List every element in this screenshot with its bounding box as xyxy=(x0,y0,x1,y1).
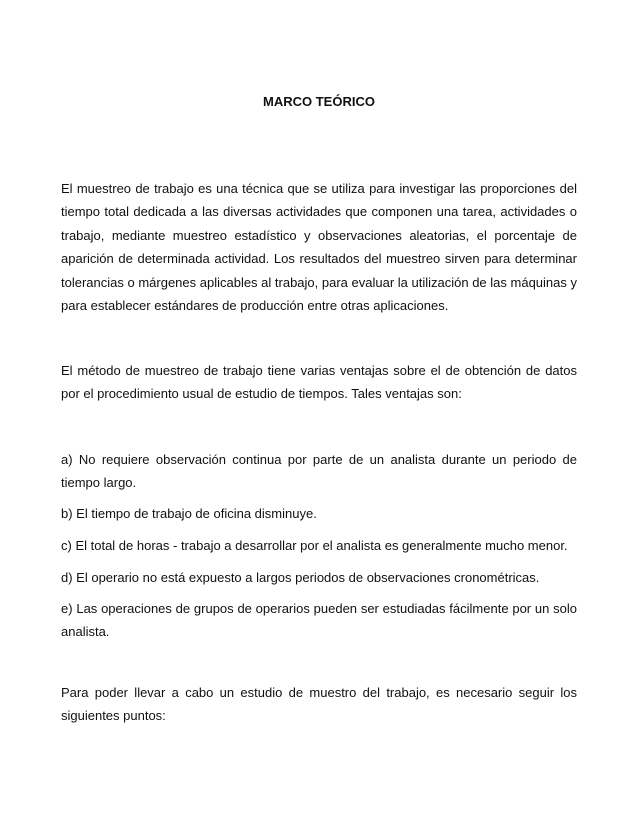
advantage-item-e: e) Las operaciones de grupos de operarios pueden ser estudiadas fácilmente por un solo analista. xyxy=(61,601,577,640)
advantages-intro-paragraph: El método de muestreo de trabajo tiene varias ventajas sobre el de obtención de datos por el procedimiento usual de estudio de tiempos. Tales ventajas son: xyxy=(61,363,577,402)
steps-intro-paragraph: Para poder llevar a cabo un estudio de muestro del trabajo, es necesario seguir los siguientes puntos: xyxy=(61,685,577,724)
intro-paragraph: El muestreo de trabajo es una técnica que se utiliza para investigar las proporciones del tiempo total dedicada a las diversas actividades que componen una tarea, actividades o trabajo, mediante muestreo estadístico y observaciones aleatorias, el porcentaje de aparición de determinada actividad. Los resultados del muestreo sirven para determinar tolerancias o márgenes aplicables al trabajo, para evaluar la utilización de las máquinas y para establecer estándares de producción entre otras aplicaciones. xyxy=(61,181,577,314)
advantage-item-b: b) El tiempo de trabajo de oficina disminuye. xyxy=(61,506,317,521)
advantage-item-d: d) El operario no está expuesto a largos periodos de observaciones cronométricas. xyxy=(61,570,540,585)
page-title: MARCO TEÓRICO xyxy=(263,94,375,109)
advantage-item-c: c) El total de horas - trabajo a desarrollar por el analista es generalmente mucho menor. xyxy=(61,538,568,553)
advantage-item-a: a) No requiere observación continua por parte de un analista durante un periodo de tiempo largo. xyxy=(61,452,577,491)
